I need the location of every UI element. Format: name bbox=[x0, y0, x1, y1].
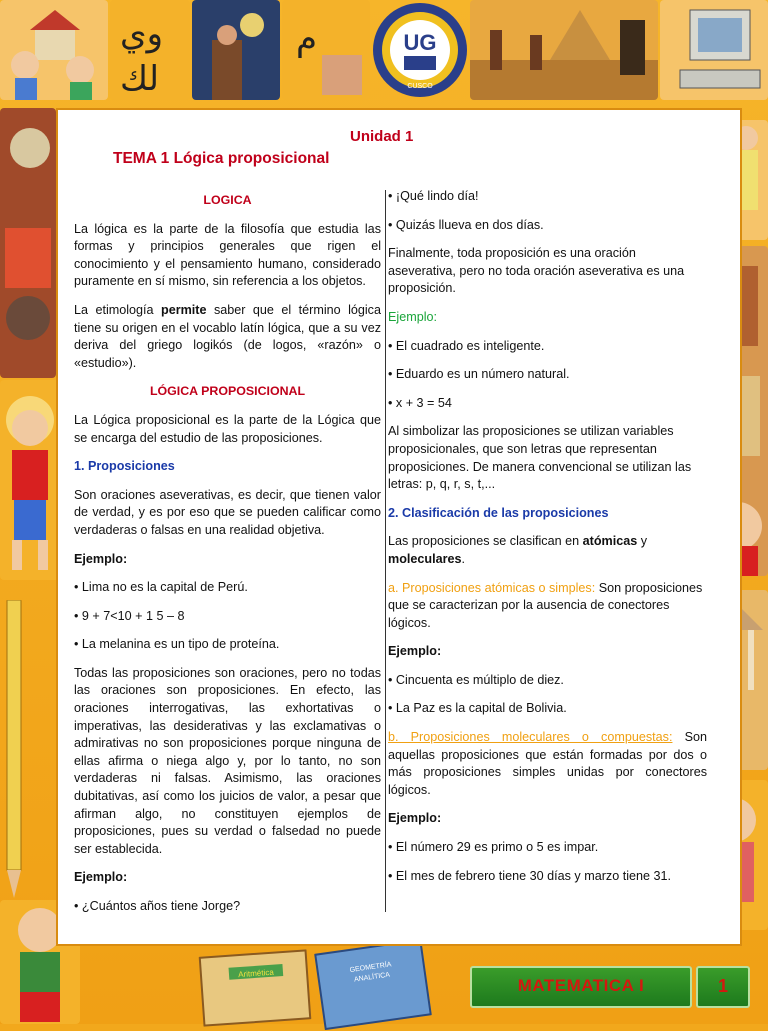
course-label: MATEMATICA I bbox=[517, 976, 645, 995]
svg-text:CUSCO: CUSCO bbox=[407, 83, 433, 90]
list-item: • Eduardo es un número natural. bbox=[388, 367, 570, 382]
svg-text:GEOMETRÍA: GEOMETRÍA bbox=[349, 961, 392, 975]
column-divider bbox=[385, 190, 386, 912]
atomicas-label: a. Proposiciones atómicas o simples: bbox=[388, 580, 596, 595]
example-label: Ejemplo: bbox=[74, 551, 128, 566]
topic-title: TEMA 1 Lógica proposicional bbox=[113, 150, 330, 167]
list-item: • El número 29 es primo o 5 es impar. bbox=[388, 840, 599, 855]
paragraph: Las proposiciones se clasifican en atómicas y moleculares. bbox=[388, 534, 648, 566]
page-number-box bbox=[696, 966, 750, 1008]
paragraph: Al simbolizar las proposiciones se utilizan variables proposicionales, que son letras que representan proposiciones. De manera convencional se utilizan las letras: p, q, r, s, t,... bbox=[388, 424, 692, 492]
list-item: • ¡Qué lindo día! bbox=[388, 189, 479, 203]
list-item: • x + 3 = 54 bbox=[388, 395, 452, 410]
list-item: • El mes de febrero tiene 30 días y marzo tiene 31. bbox=[388, 868, 672, 883]
example-label: Ejemplo: bbox=[388, 811, 442, 826]
paragraph: La etimología permite saber que el término lógica tiene su origen en el vocablo latín lógica, que a su vez deriva del griego logikós (de logos, «razón» o «estudio»). bbox=[74, 302, 381, 370]
book-geometria bbox=[313, 938, 433, 1031]
list-item: • Cincuenta es múltiplo de diez. bbox=[388, 672, 564, 687]
pencil-illustration bbox=[4, 600, 24, 900]
example-label: Ejemplo: bbox=[388, 644, 442, 659]
paragraph-atomicas: a. Proposiciones atómicas o simples: Son proposiciones que se caracterizan por la ausencia de conectores lógicos. bbox=[388, 580, 703, 630]
paragraph-moleculares: b. Proposiciones moleculares o compuestas: Son aquellas proposiciones que están formadas por dos o más proposiciones simples unidas por conectores lógicos. bbox=[388, 730, 707, 797]
list-item: • La Paz es la capital de Bolivia. bbox=[388, 701, 567, 716]
svg-text:Aritmética: Aritmética bbox=[237, 967, 275, 980]
example-label: Ejemplo: bbox=[74, 870, 128, 885]
list-item: • ¿Cuántos años tiene Jorge? bbox=[74, 899, 241, 913]
list-item: • La melanina es un tipo de proteína. bbox=[74, 637, 280, 652]
computer-illustration bbox=[660, 0, 768, 100]
left-column bbox=[74, 192, 381, 927]
list-item: • El cuadrado es inteligente. bbox=[388, 338, 545, 353]
moleculares-label: b. Proposiciones moleculares o compuestas: bbox=[388, 730, 673, 745]
egyptian-scene-painting bbox=[470, 0, 658, 100]
content-page bbox=[58, 110, 740, 944]
paragraph: Todas las proposiciones son oraciones, pero no todas las oraciones son proposiciones. En efecto, las oraciones interrogativas, las exhortativas o imperativas, las desiderativas y las exclamativas o admirativas no son proposiciones porque ninguna de ellas afirma o niega algo y, por lo tanto, no son verdaderas ni falsas. Asimismo, las oraciones dubitativas, así como los juicios de valor, a pesar que afirman algo, no constituyen ejemplos de proposiciones, pues su verdad o falsedad no puede ser establecida. bbox=[74, 665, 381, 856]
mythology-painting bbox=[0, 108, 56, 378]
list-item: • Quizás llueva en dos días. bbox=[388, 217, 544, 232]
cartoon-boy-illustration bbox=[0, 380, 60, 580]
arabic-letters-illustration-2 bbox=[282, 0, 370, 100]
page-number: 1 bbox=[717, 976, 728, 996]
logica-proposicional-heading: LÓGICA PROPOSICIONAL bbox=[149, 384, 306, 399]
list-item: • 9 + 7<10 + 1 5 – 8 bbox=[74, 608, 185, 623]
svg-text:وي: وي bbox=[120, 14, 164, 54]
arabic-letters-illustration bbox=[110, 0, 190, 100]
cartoon-house-illustration bbox=[0, 0, 108, 100]
paragraph: Finalmente, toda proposición es una oración aseverativa, pero no toda oración aseverativa es una proposición. bbox=[388, 246, 685, 296]
footer-course-banner bbox=[470, 966, 692, 1008]
paragraph: La Lógica proposicional es la parte de la Lógica que se encarga del estudio de las proposiciones. bbox=[74, 412, 381, 445]
university-seal-logo bbox=[372, 2, 468, 98]
unit-title: Unidad 1 bbox=[350, 128, 414, 145]
section-heading-clasificacion: 2. Clasificación de las proposiciones bbox=[388, 505, 609, 520]
list-item: • Lima no es la capital de Perú. bbox=[74, 580, 248, 595]
svg-text:م: م bbox=[296, 19, 318, 59]
svg-text:UG: UG bbox=[403, 30, 437, 55]
paragraph: Son oraciones aseverativas, es decir, que tienen valor de verdad, y es por eso que se pueden calificar como verdaderas o falsas en una realidad objetiva. bbox=[74, 487, 381, 537]
svg-text:ANALÍTICA: ANALÍTICA bbox=[353, 971, 391, 984]
svg-text:لك: لك bbox=[120, 59, 160, 99]
paragraph: La lógica es la parte de la filosofía que estudia las formas y principios generales que rigen el conocimiento y el pensamiento humano, considerado puramente en sí mismo, sin referencia a los objetos. bbox=[74, 221, 381, 289]
logica-heading: LOGICA bbox=[203, 193, 252, 207]
right-column bbox=[388, 188, 707, 896]
example-label-green: Ejemplo: bbox=[388, 309, 437, 324]
astronomer-painting bbox=[192, 0, 280, 100]
section-heading-proposiciones: 1. Proposiciones bbox=[74, 459, 175, 474]
book-aritmetica bbox=[198, 948, 313, 1027]
